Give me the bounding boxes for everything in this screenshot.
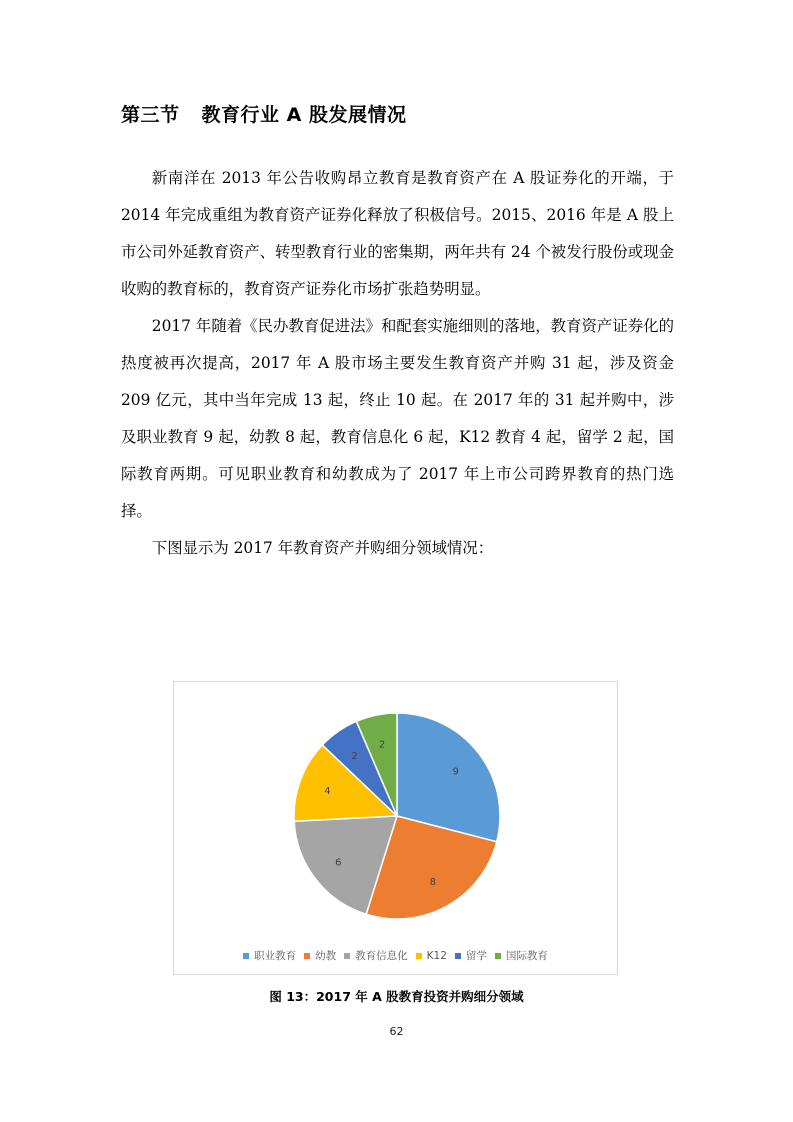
slice-value-label: 8 bbox=[429, 876, 437, 888]
page-number: 62 bbox=[389, 1025, 404, 1038]
paragraph: 下图显示为 2017 年教育资产并购细分领域情况： bbox=[151, 539, 494, 557]
slice-value-label: 6 bbox=[335, 857, 342, 869]
legend-swatch bbox=[416, 953, 422, 959]
section-title-text: 教育行业 A 股发展情况 bbox=[201, 104, 407, 126]
legend-label: 幼教 bbox=[315, 950, 337, 962]
legend-item bbox=[243, 948, 296, 963]
slice-value-label: 9 bbox=[452, 766, 459, 778]
legend-swatch bbox=[243, 953, 249, 959]
section-heading bbox=[121, 100, 406, 127]
legend-item bbox=[495, 948, 548, 963]
slice-value-label: 4 bbox=[324, 786, 331, 798]
slice-value-label: 2 bbox=[351, 751, 358, 763]
legend-swatch bbox=[304, 953, 310, 959]
chart-legend bbox=[174, 948, 617, 963]
pie-chart bbox=[174, 682, 617, 974]
legend-label: 留学 bbox=[465, 950, 487, 962]
pie-chart-figure bbox=[173, 681, 618, 975]
section-number: 第三节 bbox=[121, 104, 180, 126]
legend-label: 国际教育 bbox=[505, 950, 548, 962]
paragraph: 新南洋在 2013 年公告收购昂立教育是教育资产在 A 股证券化的开端，于 2014 年完成重组为教育资产证券化释放了积极信号。2015、2016 年是 A 股上市公司外延教育资产、转型教育行业的密集期，两年共有 24 个被发行股份或现金收购的教育标的，教育资产证券化市场扩张趋势明显。 bbox=[121, 169, 674, 298]
paragraph: 2017 年随着《民办教育促进法》和配套实施细则的落地，教育资产证券化的热度被再次提高，2017 年 A 股市场主要发生教育资产并购 31 起，涉及资金 209 亿元，其中当年完成 13 起，终止 10 起。在 2017 年的 31 起并购中，涉及职业教育 9 起，幼教 8 起，教育信息化 6 起，K12 教育 4 起，留学 2 起，国际教育两期。可见职业教育和幼教成为了 2017 年上市公司跨界教育的热门选择。 bbox=[121, 317, 674, 520]
legend-label: K12 bbox=[426, 949, 447, 962]
legend-swatch bbox=[495, 953, 501, 959]
legend-item bbox=[304, 948, 336, 963]
legend-item bbox=[416, 948, 447, 963]
legend-swatch bbox=[455, 953, 461, 959]
slice-value-label: 2 bbox=[378, 739, 386, 751]
legend-item bbox=[455, 948, 487, 963]
legend-item bbox=[344, 948, 408, 963]
figure-caption: 图 13：2017 年 A 股教育投资并购细分领域 bbox=[269, 989, 524, 1004]
legend-label: 职业教育 bbox=[254, 950, 297, 962]
legend-swatch bbox=[344, 953, 350, 959]
body-text bbox=[121, 160, 674, 567]
legend-label: 教育信息化 bbox=[355, 950, 408, 962]
